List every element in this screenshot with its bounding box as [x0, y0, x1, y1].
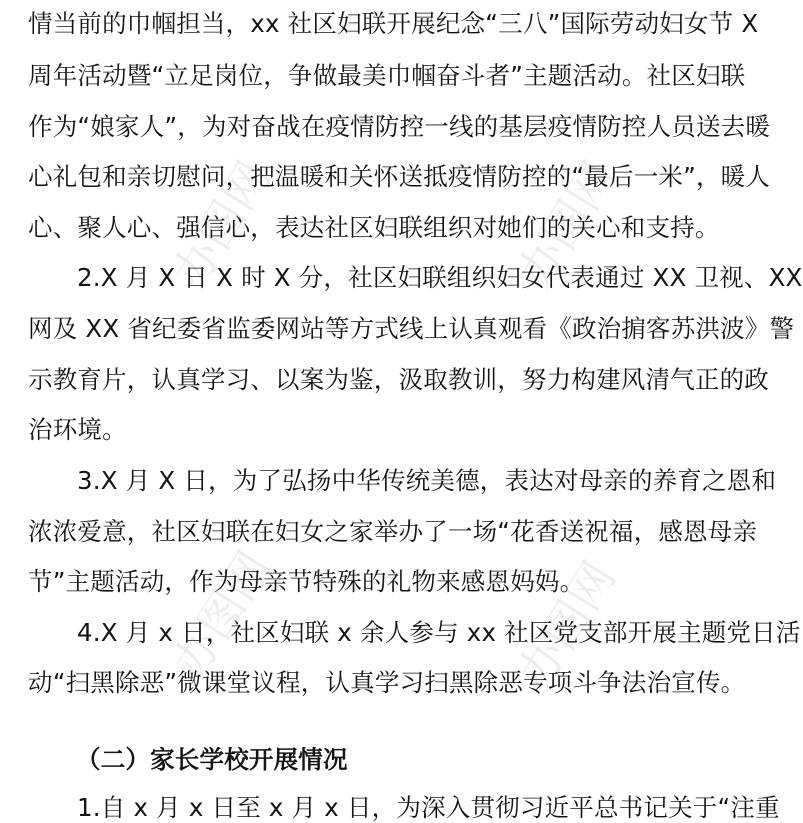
text-line: 心、聚人心、强信心，表达社区妇联组织对她们的关心和支持。 [28, 213, 720, 242]
text-line: 周年活动暨“立足岗位，争做最美巾帼奋斗者”主题活动。社区妇联 [28, 61, 746, 90]
section-heading: （二）家长学校开展情况 [76, 745, 348, 774]
paragraph-start-line: 1.自 x 月 x 日至 x 月 x 日，为深入贯彻习近平总书记关于“注重 [77, 793, 780, 822]
text-line: 浓浓爱意，社区妇联在妇女之家举办了一场“花香送祝福，感恩母亲 [28, 517, 758, 546]
text-line: 情当前的巾帼担当，xx 社区妇联开展纪念“三八”国际劳动妇女节 X [28, 9, 759, 38]
paragraph-start-line: 3.X 月 X 日，为了弘扬中华传统美德，表达对母亲的养育之恩和 [77, 466, 777, 495]
paragraph-start-line: 4.X 月 x 日，社区妇联 x 余人参与 xx 社区党支部开展主题党日活 [77, 618, 801, 647]
text-line: 示教育片，认真学习、以案为鉴，汲取教训，努力构建风清气正的政 [28, 365, 769, 394]
text-line: 节”主题活动，作为母亲节特殊的礼物来感恩妈妈。 [28, 567, 585, 596]
text-line: 作为“娘家人”，为对奋战在疫情防控一线的基层疫情防控人员送去暖 [28, 112, 771, 141]
watermark-text: 办图网 [507, 551, 627, 698]
text-line: 网及 XX 省纪委省监委网站等方式线上认真观看《政治掮客苏洪波》警 [28, 314, 795, 343]
watermark-text: 办图网 [507, 151, 627, 298]
text-line: 治环境。 [28, 415, 127, 444]
text-line: 心礼包和亲切慰问，把温暖和关怀送抵疫情防控的“最后一米”，暖人 [28, 162, 771, 191]
watermark-text: 办图网 [162, 541, 282, 688]
paragraph-start-line: 2.X 月 X 日 X 时 X 分，社区妇联组织妇女代表通过 XX 卫视、XX [77, 263, 803, 292]
text-line: 动“扫黑除恶”微课堂议程，认真学习扫黑除恶专项斗争法治宣传。 [28, 668, 746, 697]
watermark-text: 办图网 [162, 151, 282, 298]
